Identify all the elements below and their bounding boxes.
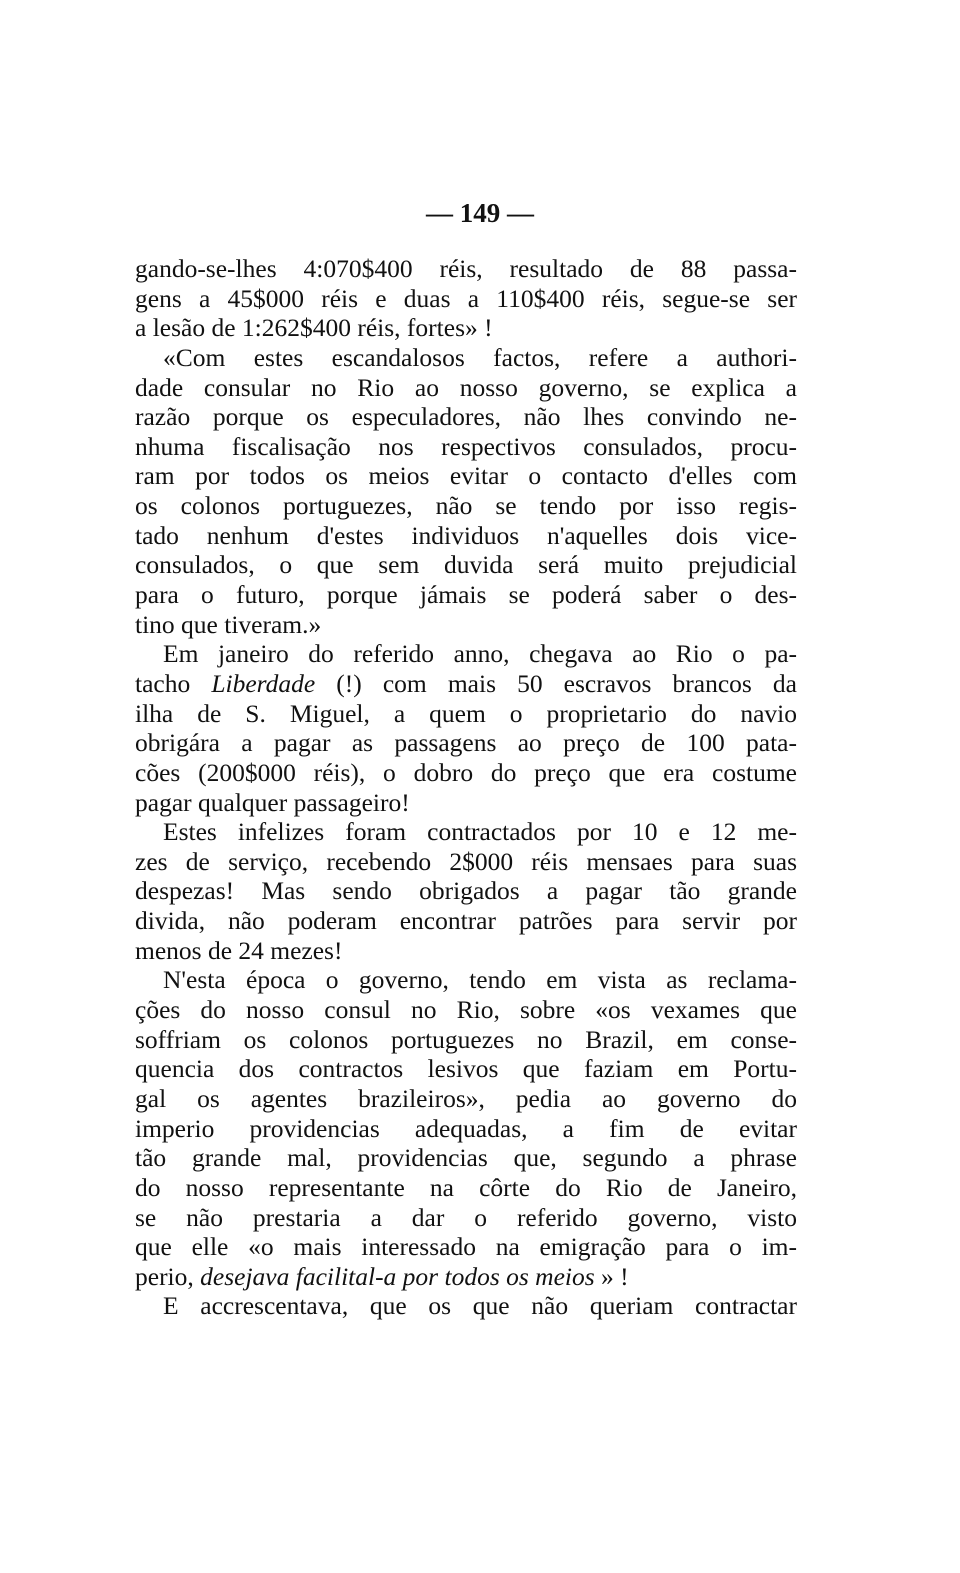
text-segment: soffriam os colonos portuguezes no Brazil, em conse- bbox=[135, 1024, 797, 1054]
text-line bbox=[135, 461, 797, 491]
text-segment: Em janeiro do referido anno, chegava ao Rio o pa- bbox=[163, 639, 797, 669]
text-segment: «Com estes escandalosos factos, refere a authori- bbox=[163, 342, 797, 372]
text-segment: gens a 45$000 réis e duas a 110$400 réis, segue-se ser bbox=[135, 283, 797, 313]
text-segment: para o futuro, porque jámais se poderá saber o des- bbox=[135, 580, 797, 610]
text-line bbox=[135, 1114, 797, 1144]
text-line bbox=[135, 758, 797, 788]
text-line bbox=[135, 639, 797, 669]
text-segment: ilha de S. Miguel, a quem o proprietario do navio bbox=[135, 698, 797, 728]
text-segment: imperio providencias adequadas, a fim de evitar bbox=[135, 1113, 797, 1143]
text-line bbox=[135, 521, 797, 551]
text-line bbox=[135, 728, 797, 758]
text-line bbox=[135, 550, 797, 580]
text-line bbox=[135, 1262, 797, 1292]
text-line bbox=[135, 254, 797, 284]
text-line bbox=[135, 1291, 797, 1321]
text-segment: se não prestaria a dar o referido governo, visto bbox=[135, 1202, 797, 1232]
body-text bbox=[135, 254, 797, 1321]
text-segment: divida, não poderam encontrar patrões para servir por bbox=[135, 906, 797, 936]
page-number: — 149 — bbox=[426, 198, 534, 228]
text-line bbox=[135, 402, 797, 432]
text-segment: obrigára a pagar as passagens ao preço de 100 pata- bbox=[135, 728, 797, 758]
text-segment: zes de serviço, recebendo 2$000 réis mensaes para suas bbox=[135, 846, 797, 876]
text-segment: tino que tiveram.» bbox=[135, 609, 322, 639]
italic-text: Liberdade bbox=[211, 668, 316, 698]
text-line bbox=[135, 432, 797, 462]
text-segment: nhuma fiscalisação nos respectivos consulados, procu- bbox=[135, 431, 797, 461]
text-line bbox=[135, 936, 797, 966]
text-segment: pagar qualquer passageiro! bbox=[135, 787, 410, 817]
text-line bbox=[135, 669, 797, 699]
text-segment: perio, bbox=[135, 1261, 201, 1291]
text-segment: cões (200$000 réis), o dobro do preço que era costume bbox=[135, 757, 797, 787]
text-segment: Estes infelizes foram contractados por 10 e 12 me- bbox=[163, 817, 797, 847]
text-segment: os colonos portuguezes, não se tendo por isso regis- bbox=[135, 491, 797, 521]
text-line bbox=[135, 876, 797, 906]
text-segment: razão porque os especuladores, não lhes convindo ne- bbox=[135, 402, 797, 432]
text-line bbox=[135, 1025, 797, 1055]
text-line bbox=[135, 1143, 797, 1173]
text-segment: do nosso representante na côrte do Rio de Janeiro, bbox=[135, 1172, 797, 1202]
text-line bbox=[135, 1084, 797, 1114]
text-segment: tado nenhum d'estes individuos n'aquelles dois vice- bbox=[135, 520, 797, 550]
text-line bbox=[135, 1232, 797, 1262]
text-segment: gal os agentes brazileiros», pedia ao governo do bbox=[135, 1083, 797, 1113]
text-line bbox=[135, 491, 797, 521]
text-line bbox=[135, 1054, 797, 1084]
text-line bbox=[135, 373, 797, 403]
text-line bbox=[135, 580, 797, 610]
text-segment: quencia dos contractos lesivos que faziam em Portu- bbox=[135, 1054, 797, 1084]
text-segment: menos de 24 mezes! bbox=[135, 935, 343, 965]
text-segment: dade consular no Rio ao nosso governo, se explica a bbox=[135, 372, 797, 402]
text-segment: » ! bbox=[594, 1261, 629, 1291]
text-segment: gando-se-lhes 4:070$400 réis, resultado de 88 passa- bbox=[135, 254, 797, 283]
text-line bbox=[135, 699, 797, 729]
text-segment: a lesão de 1:262$400 réis, fortes» ! bbox=[135, 313, 493, 343]
italic-text: desejava facilital-a por todos os meios bbox=[200, 1261, 595, 1291]
text-segment: consulados, o que sem duvida será muito prejudicial bbox=[135, 550, 797, 580]
text-segment: tacho bbox=[135, 668, 212, 698]
text-line bbox=[135, 995, 797, 1025]
text-line bbox=[135, 610, 797, 640]
text-segment: despezas! Mas sendo obrigados a pagar tão grande bbox=[135, 876, 797, 906]
text-line bbox=[135, 847, 797, 877]
text-segment: tão grande mal, providencias que, segundo a phrase bbox=[135, 1143, 797, 1173]
text-segment: ções do nosso consul no Rio, sobre «os vexames que bbox=[135, 995, 797, 1025]
text-segment: ram por todos os meios evitar o contacto d'elles com bbox=[135, 461, 797, 491]
text-segment: que elle «o mais interessado na emigração para o im- bbox=[135, 1232, 797, 1262]
text-line bbox=[135, 284, 797, 314]
text-segment: E accrescentava, que os que não queriam contractar bbox=[163, 1291, 797, 1321]
text-line bbox=[135, 788, 797, 818]
text-line bbox=[135, 313, 797, 343]
text-line bbox=[135, 343, 797, 373]
text-segment: (!) com mais 50 escravos brancos da bbox=[315, 668, 797, 698]
text-segment: N'esta época o governo, tendo em vista as reclama- bbox=[163, 965, 797, 995]
text-line bbox=[135, 817, 797, 847]
text-line bbox=[135, 906, 797, 936]
text-line bbox=[135, 1173, 797, 1203]
text-line bbox=[135, 965, 797, 995]
text-line bbox=[135, 1203, 797, 1233]
